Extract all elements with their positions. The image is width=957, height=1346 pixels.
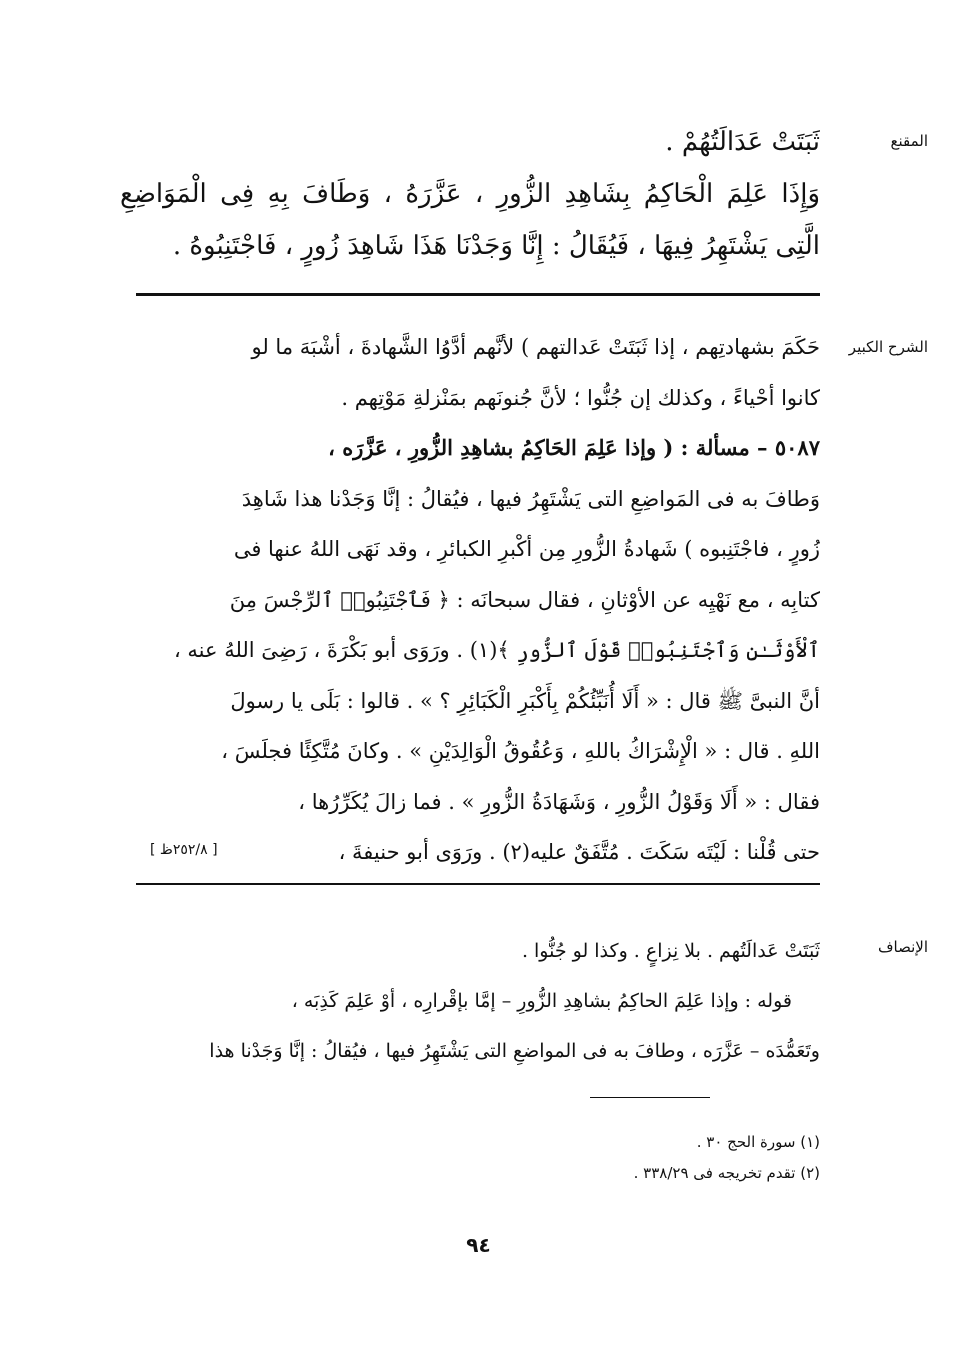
label-sharh: الشرح الكبير	[848, 338, 928, 356]
sharh-line-masala: ٥٠٨٧ – مسألة : ( وإذا عَلِمَ الحَاكِمُ بشاهِدِ الزُّورِ ، عَزَّرَه ،	[328, 435, 820, 460]
sharh-line: أنَّ النبىَّ ﷺ قال : « أَلَا أُنَبِّئُكُمْ بِأَكْبَرِ الْكَبَائِرِ ؟ » . قالوا : بَلَى يا رسولَ	[230, 688, 820, 713]
insaf-line: ثَبَتَتْ عَدالَتُهم . بلا نِزاعٍ . وكذا لو جُنُّوا .	[521, 940, 820, 962]
manuscript-margin-ref: [ ٢٥٢/٨ظ ]	[150, 842, 218, 858]
page-number: ٩٤	[466, 1233, 491, 1257]
sharh-text	[120, 322, 820, 878]
label-insaf: الإنصاف	[877, 938, 928, 956]
muqni-line: الَّتِى يَشْتَهِرُ فِيهَا ، فَيُقَالُ : إِنَّا وَجَدْنَا هَذَا شَاهِدَ زُورٍ ، فَاجْتَنِبُوهُ .	[172, 231, 820, 261]
insaf-text	[120, 926, 820, 1076]
insaf-line: قوله : وإذا عَلِمَ الحاكِمُ بشاهِدِ الزُّورِ – إمَّا بإقْرارِه ، أوْ عَلِمَ كَذِبَه ،	[291, 990, 792, 1012]
label-muqni: المقنع	[890, 132, 928, 150]
sharh-line: حَكَمَ بشهادتِهم ، إذا ثَبَتَتْ عَدالتهم ) لأنَّهم أدَّوُا الشَّهادةَ ، أشْبَهَ ما لو	[251, 335, 820, 359]
footnote-1: (١) سورة الحج ٣٠ .	[696, 1133, 820, 1151]
muqni-text	[120, 116, 820, 272]
insaf-line: وتَعَمُّدَه – عَزَّرَه ، وطافَ به فى المواضعِ التى يَشْتَهِرُ فيها ، فيُقالُ : إنَّا وَجَدْنا هذا	[209, 1040, 820, 1062]
sharh-line: كتابِه ، مع نَهْيِه عن الأوْثانِ ، فقال سبحانَه : ﴿ فَٱجْتَنِبُوا۟ ٱلرِّجْسَ مِنَ	[229, 587, 820, 612]
sharh-line: زُورٍ ، فاجْتَنِبوه ) شَهادةُ الزُّورِ مِن أكْبرِ الكبائرِ ، وقد نَهَى اللهُ عنها فى	[233, 537, 820, 561]
footnote-rule	[590, 1097, 710, 1098]
divider-top	[136, 293, 820, 296]
footnote-2: (٢) تقدم تخريجه فى ٣٣٨/٢٩ .	[633, 1164, 820, 1182]
muqni-line: ثَبَتَتْ عَدَالَتُهُمْ .	[665, 127, 820, 157]
sharh-line: فقال : « أَلَا وَقَوْلُ الزُّورِ ، وَشَهَادَةُ الزُّورِ » . فما زالَ يُكَرِّرُها ،	[298, 789, 820, 814]
sharh-line: اللهِ . قال : « الْإِشْرَاكُ باللهِ ، وَعُقُوقُ الْوَالِدَيْنِ » . وكانَ مُتَّكِئًا فجلَسَ ،	[221, 739, 820, 763]
sharh-line: ٱلْأَوْثَـٰنِ وَٱجْتَنِبُوا۟ قَوْلَ ٱلزُّورِ ﴾(١) . ورَوَى أبو بَكْرَةَ ، رَضِىَ اللهُ عنه ،	[173, 638, 820, 662]
sharh-line: وَطافَ به فى المَواضِعِ التى يَشْتَهِرُ فيها ، فيُقالُ : إنَّا وَجَدْنا هذا شَاهِدَ	[241, 486, 820, 511]
muqni-line: وَإِذَا عَلِمَ الْحَاكِمُ بِشَاهِدِ الزُّورِ ، عَزَّرَهُ ، وَطَافَ بِهِ فِى الْمَوَاضِعِ	[120, 179, 820, 209]
divider-middle	[136, 883, 820, 885]
sharh-line: كانوا أحْياءً ، وكذلك إن جُنُّوا ؛ لأنَّ جُنونَهم بمَنْزلةِ مَوْتِهم .	[341, 385, 820, 410]
sharh-line: حتى قُلْنا : لَيْتَه سَكَتَ . مُتَّفَقٌ عليه(٢) . ورَوَى أبو حنيفةَ ،	[338, 840, 820, 864]
